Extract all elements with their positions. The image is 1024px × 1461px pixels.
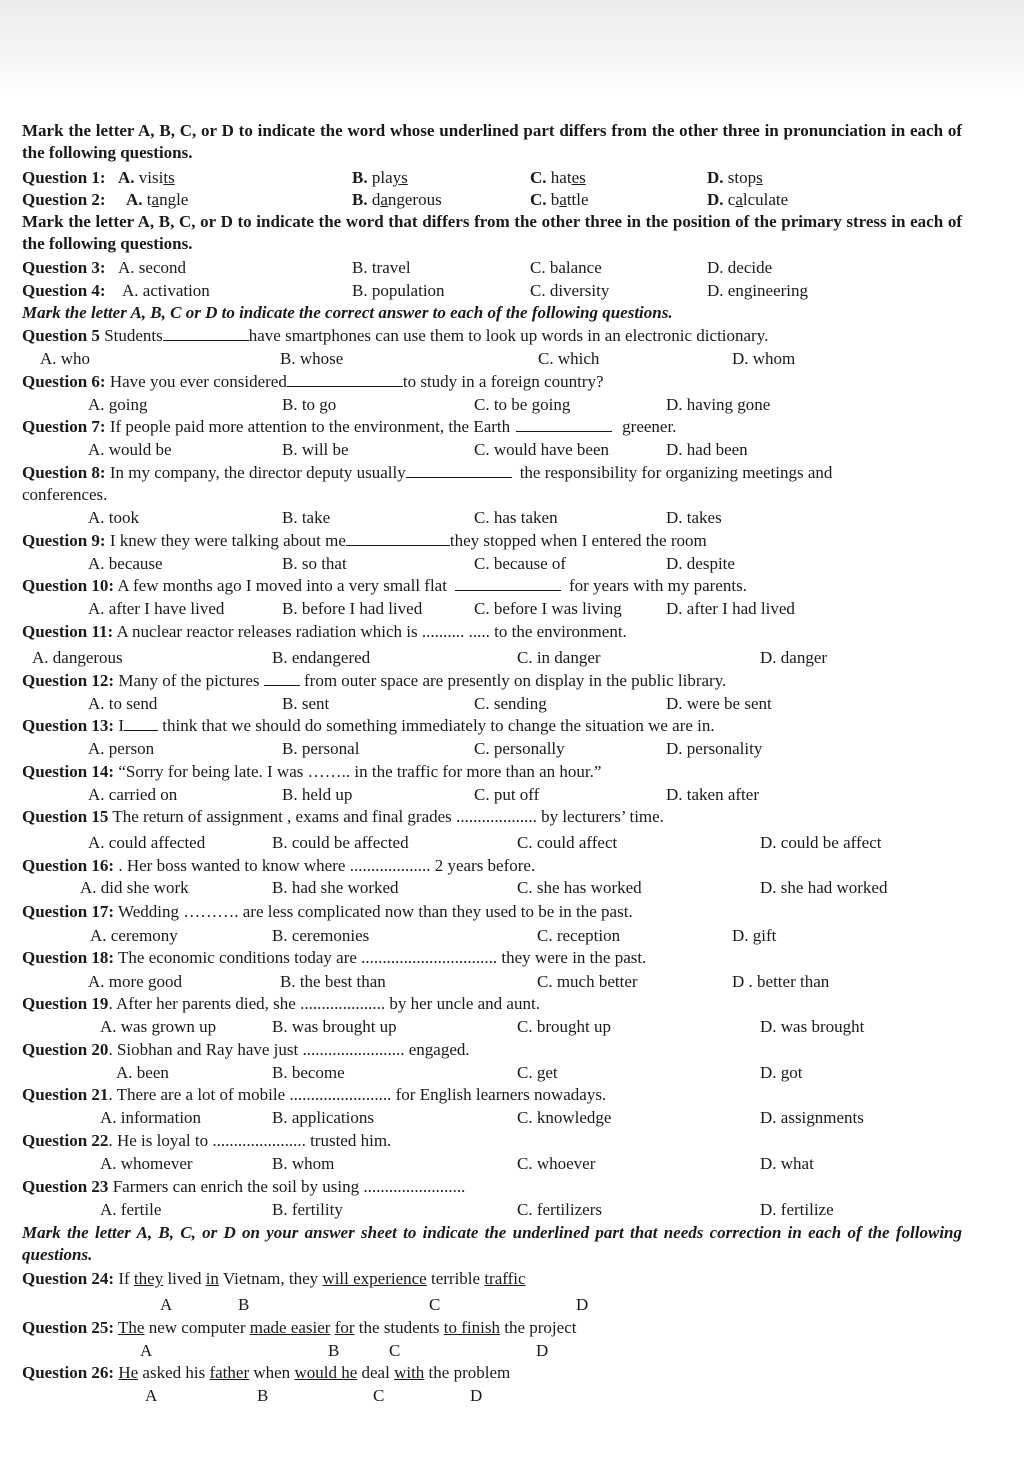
question-label: Question 25: xyxy=(22,1318,115,1337)
question-label: Question 16: xyxy=(22,856,115,875)
question-label: Question 12: xyxy=(22,671,115,690)
question-6-stem: Question 6: Have you ever considered to study in a foreign country? xyxy=(22,372,604,391)
option-b[interactable]: B. travel xyxy=(352,258,411,277)
option-d[interactable]: D. personality xyxy=(666,739,763,758)
option-b[interactable]: B. become xyxy=(272,1063,345,1082)
option-c[interactable]: C. in danger xyxy=(517,648,601,667)
part-b[interactable]: in xyxy=(205,1269,219,1288)
question-label: Question 10: xyxy=(22,576,115,595)
option-d[interactable]: D. were be sent xyxy=(666,694,772,713)
option-c[interactable]: C. she has worked xyxy=(517,878,642,897)
option-b[interactable]: B. applications xyxy=(272,1108,374,1127)
answer-blank[interactable]: …….. xyxy=(307,762,351,781)
answer-blank[interactable]: ………. xyxy=(183,902,239,921)
option-c[interactable]: C. knowledge xyxy=(517,1108,612,1127)
option-c[interactable]: C. could affect xyxy=(517,833,618,852)
option-a[interactable]: A. would be xyxy=(88,440,172,459)
option-a[interactable]: A. who xyxy=(40,349,91,368)
answer-blank[interactable]: ........................ xyxy=(302,1040,405,1059)
letter-b: B xyxy=(328,1341,340,1360)
option-d[interactable]: D. whom xyxy=(732,349,796,368)
question-10-stem: Question 10: A few months ago I moved into a very small flat for years with my parents. xyxy=(22,576,747,595)
option-c[interactable]: C. much better xyxy=(537,972,638,991)
option-d[interactable]: D. had been xyxy=(666,440,748,459)
letter-a: A xyxy=(140,1341,153,1360)
option-b[interactable]: B. to go xyxy=(282,395,337,414)
letter-d: D xyxy=(536,1341,549,1360)
question-12-stem: Question 12: Many of the pictures from outer space are presently on display in the public library. xyxy=(22,671,727,690)
letter-b: B xyxy=(238,1295,250,1314)
option-c[interactable]: C. hates xyxy=(530,168,586,187)
part-d[interactable]: with xyxy=(394,1363,425,1382)
option-d[interactable]: D. what xyxy=(760,1154,814,1173)
option-b[interactable]: B. fertility xyxy=(272,1200,343,1219)
question-label: Question 1: xyxy=(22,168,106,187)
option-b[interactable]: B. whom xyxy=(272,1154,335,1173)
question-25-stem: Question 25: The new computer made easier for the students to finish the project xyxy=(22,1318,577,1337)
part-d[interactable]: traffic xyxy=(484,1269,526,1288)
part-b[interactable]: father xyxy=(209,1363,250,1382)
question-24-stem: Question 24: If they lived in Vietnam, they will experience terrible traffic xyxy=(22,1269,526,1288)
option-a[interactable]: A. after I have lived xyxy=(88,599,225,618)
option-b[interactable]: B. endangered xyxy=(272,648,371,667)
option-d[interactable]: D. gift xyxy=(732,926,777,945)
letter-a: A xyxy=(160,1295,173,1314)
question-14-stem: Question 14: “Sorry for being late. I was …….. in the traffic for more than an hour.” xyxy=(22,762,602,781)
option-c[interactable]: C. diversity xyxy=(530,281,610,300)
question-label: Question 5 xyxy=(22,326,100,345)
option-b[interactable]: B. will be xyxy=(282,440,349,459)
option-b[interactable]: B. ceremonies xyxy=(272,926,370,945)
option-b[interactable]: B. population xyxy=(352,281,445,300)
option-d[interactable]: D. calculate xyxy=(707,190,789,209)
option-a[interactable]: A. second xyxy=(118,258,186,277)
answer-blank[interactable] xyxy=(264,671,300,686)
answer-blank[interactable]: .......... ..... xyxy=(421,622,490,641)
option-b[interactable]: B. could be affected xyxy=(272,833,409,852)
question-label: Question 8: xyxy=(22,463,106,482)
question-label: Question 17: xyxy=(22,902,115,921)
question-21-stem: Question 21. There are a lot of mobile ........................ for English learners nowadays. xyxy=(22,1085,607,1104)
option-a[interactable]: A. fertile xyxy=(100,1200,162,1219)
option-d[interactable]: D. danger xyxy=(760,648,828,667)
letter-a: A xyxy=(145,1386,158,1405)
part-a[interactable]: The xyxy=(118,1318,145,1337)
option-a[interactable]: A. whomever xyxy=(100,1154,193,1173)
question-11-stem: Question 11: A nuclear reactor releases radiation which is .......... ..... to the environment. xyxy=(22,622,627,641)
question-label: Question 15 xyxy=(22,807,109,826)
option-a[interactable]: A. carried on xyxy=(88,785,178,804)
question-18-stem: Question 18: The economic conditions today are ................................ they were in the past. xyxy=(22,948,647,967)
answer-blank[interactable]: ................... xyxy=(456,807,537,826)
option-d[interactable]: D. assignments xyxy=(760,1108,864,1127)
question-9-stem: Question 9: I knew they were talking about me they stopped when I entered the room xyxy=(22,531,707,550)
option-c[interactable]: C. reception xyxy=(537,926,621,945)
question-19-stem: Question 19. After her parents died, she .................... by her uncle and aunt. xyxy=(22,994,540,1013)
question-8-continuation: conferences. xyxy=(22,485,108,504)
question-label: Question 18: xyxy=(22,948,115,967)
option-c[interactable]: C. balance xyxy=(530,258,602,277)
letter-d: D xyxy=(470,1386,483,1405)
option-b[interactable]: B. personal xyxy=(282,739,360,758)
option-b[interactable]: B. had she worked xyxy=(272,878,399,897)
option-b[interactable]: B. plays xyxy=(352,168,408,187)
question-23-stem: Question 23 Farmers can enrich the soil by using ........................ xyxy=(22,1177,466,1196)
option-d[interactable]: D. could be affect xyxy=(760,833,882,852)
question-label: Question 4: xyxy=(22,281,106,300)
option-a[interactable]: A. information xyxy=(100,1108,202,1127)
option-b[interactable]: B. the best than xyxy=(280,972,386,991)
option-b[interactable]: B. dangerous xyxy=(352,190,442,209)
option-d[interactable]: D. decide xyxy=(707,258,773,277)
letter-d: D xyxy=(576,1295,589,1314)
option-b[interactable]: B. whose xyxy=(280,349,344,368)
option-b[interactable]: B. held up xyxy=(282,785,353,804)
part-c[interactable]: would he xyxy=(294,1363,358,1382)
option-b[interactable]: B. before I had lived xyxy=(282,599,423,618)
question-16-stem: Question 16: . Her boss wanted to know where ................... 2 years before. xyxy=(22,856,536,875)
instruction-error-identification: Mark the letter A, B, C, or D on your answer sheet to indicate the underlined part that needs correction in each of the following questions. xyxy=(22,1223,962,1264)
question-label: Question 20 xyxy=(22,1040,109,1059)
option-c[interactable]: C. whoever xyxy=(517,1154,596,1173)
question-label: Question 7: xyxy=(22,417,106,436)
option-c[interactable]: C. would have been xyxy=(474,440,610,459)
part-d[interactable]: to finish xyxy=(443,1318,500,1337)
option-a[interactable]: A. could affected xyxy=(88,833,206,852)
option-b[interactable]: B. so that xyxy=(282,554,347,573)
question-label: Question 24: xyxy=(22,1269,115,1288)
question-26-stem: Question 26: He asked his father when would he deal with the problem xyxy=(22,1363,511,1382)
part-b[interactable]: made easier xyxy=(249,1318,331,1337)
question-label: Question 22 xyxy=(22,1131,109,1150)
scan-shadow xyxy=(0,0,1024,96)
question-8-stem: Question 8: In my company, the director deputy usually the responsibility for organizing meetings and xyxy=(22,463,833,482)
question-label: Question 14: xyxy=(22,762,115,781)
option-c[interactable]: C. to be going xyxy=(474,395,571,414)
option-d[interactable]: D. got xyxy=(760,1063,803,1082)
answer-blank[interactable]: ................................ xyxy=(361,948,498,967)
option-c[interactable]: C. put off xyxy=(474,785,540,804)
question-label: Question 19 xyxy=(22,994,109,1013)
answer-blank[interactable]: ........................ xyxy=(363,1177,466,1196)
option-d[interactable]: D. engineering xyxy=(707,281,809,300)
option-a[interactable]: A. activation xyxy=(122,281,210,300)
option-c[interactable]: C. fertilizers xyxy=(517,1200,602,1219)
part-c[interactable]: for xyxy=(334,1318,355,1337)
question-20-stem: Question 20. Siobhan and Ray have just ........................ engaged. xyxy=(22,1040,470,1059)
answer-blank[interactable] xyxy=(124,716,158,731)
option-a[interactable]: A. took xyxy=(88,508,139,527)
option-a[interactable]: A. visits xyxy=(118,168,175,187)
part-a[interactable]: they xyxy=(133,1269,164,1288)
option-c[interactable]: C. brought up xyxy=(517,1017,611,1036)
option-c[interactable]: C. before I was living xyxy=(474,599,622,618)
instruction-pronunciation: Mark the letter A, B, C, or D to indicate the word whose underlined part differs from the other three in pronunciation in each of the following questions. xyxy=(22,121,962,162)
option-a[interactable]: A. more good xyxy=(88,972,182,991)
option-d[interactable]: D. stops xyxy=(707,168,763,187)
question-label: Question 26: xyxy=(22,1363,115,1382)
answer-blank[interactable] xyxy=(163,326,249,341)
question-label: Question 21 xyxy=(22,1085,109,1104)
option-a[interactable]: A. did she work xyxy=(80,878,189,897)
option-a[interactable]: A. tangle xyxy=(126,190,189,209)
question-17-stem: Question 17: Wedding ………. are less complicated now than they used to be in the past. xyxy=(22,902,633,921)
question-13-stem: Question 13: I think that we should do something immediately to change the situation we are in. xyxy=(22,716,715,735)
option-c[interactable]: C. get xyxy=(517,1063,558,1082)
option-d[interactable]: D. despite xyxy=(666,554,735,573)
option-c[interactable]: C. which xyxy=(538,349,600,368)
option-d[interactable]: D. fertilize xyxy=(760,1200,834,1219)
letter-b: B xyxy=(257,1386,269,1405)
option-a[interactable]: A. dangerous xyxy=(32,648,123,667)
option-b[interactable]: B. was brought up xyxy=(272,1017,397,1036)
answer-blank[interactable] xyxy=(346,531,450,546)
option-c[interactable]: C. sending xyxy=(474,694,547,713)
part-c[interactable]: will experience xyxy=(322,1269,427,1288)
question-15-stem: Question 15 The return of assignment , exams and final grades ................... by lecturers’ time. xyxy=(22,807,664,826)
option-c[interactable]: C. has taken xyxy=(474,508,558,527)
answer-blank[interactable] xyxy=(516,417,612,432)
option-d[interactable]: D . better than xyxy=(732,972,830,991)
part-a[interactable]: He xyxy=(118,1363,139,1382)
answer-blank[interactable]: ........................ xyxy=(289,1085,392,1104)
option-c[interactable]: C. battle xyxy=(530,190,589,209)
option-d[interactable]: D. having gone xyxy=(666,395,771,414)
letter-c: C xyxy=(373,1386,385,1405)
question-label: Question 23 xyxy=(22,1177,109,1196)
question-label: Question 6: xyxy=(22,372,106,391)
option-c[interactable]: C. because of xyxy=(474,554,567,573)
letter-c: C xyxy=(429,1295,441,1314)
option-b[interactable]: B. sent xyxy=(282,694,330,713)
question-5-stem: Question 5 Students have smartphones can use them to look up words in an electronic dictionary. xyxy=(22,326,769,345)
option-a[interactable]: A. going xyxy=(88,395,148,414)
answer-blank[interactable] xyxy=(455,576,561,591)
option-a[interactable]: A. person xyxy=(88,739,155,758)
option-d[interactable]: D. after I had lived xyxy=(666,599,795,618)
option-b[interactable]: B. take xyxy=(282,508,331,527)
option-a[interactable]: A. because xyxy=(88,554,163,573)
instruction-stress: Mark the letter A, B, C, or D to indicate the word that differs from the other three in the position of the primary stress in each of the following questions. xyxy=(22,212,962,253)
question-label: Question 9: xyxy=(22,531,106,550)
option-a[interactable]: A. was grown up xyxy=(100,1017,217,1036)
answer-blank[interactable]: ................... xyxy=(349,856,431,875)
question-label: Question 13: xyxy=(22,716,115,735)
option-a[interactable]: A. to send xyxy=(88,694,158,713)
question-label: Question 3: xyxy=(22,258,106,277)
answer-blank[interactable] xyxy=(406,463,512,478)
option-d[interactable]: D. taken after xyxy=(666,785,759,804)
instruction-correct-answer: Mark the letter A, B, C or D to indicate the correct answer to each of the following questions. xyxy=(22,303,673,322)
option-d[interactable]: D. takes xyxy=(666,508,722,527)
question-label: Question 2: xyxy=(22,190,106,209)
answer-blank[interactable]: .................... xyxy=(300,994,386,1013)
answer-blank[interactable]: ...................... xyxy=(212,1131,306,1150)
option-a[interactable]: A. ceremony xyxy=(90,926,178,945)
option-a[interactable]: A. been xyxy=(116,1063,169,1082)
option-c[interactable]: C. personally xyxy=(474,739,565,758)
question-7-stem: Question 7: If people paid more attention to the environment, the Earth greener. xyxy=(22,417,677,436)
option-d[interactable]: D. was brought xyxy=(760,1017,865,1036)
question-22-stem: Question 22. He is loyal to ...................... trusted him. xyxy=(22,1131,392,1150)
option-d[interactable]: D. she had worked xyxy=(760,878,888,897)
question-label: Question 11: xyxy=(22,622,114,641)
answer-blank[interactable] xyxy=(287,372,403,387)
letter-c: C xyxy=(389,1341,401,1360)
